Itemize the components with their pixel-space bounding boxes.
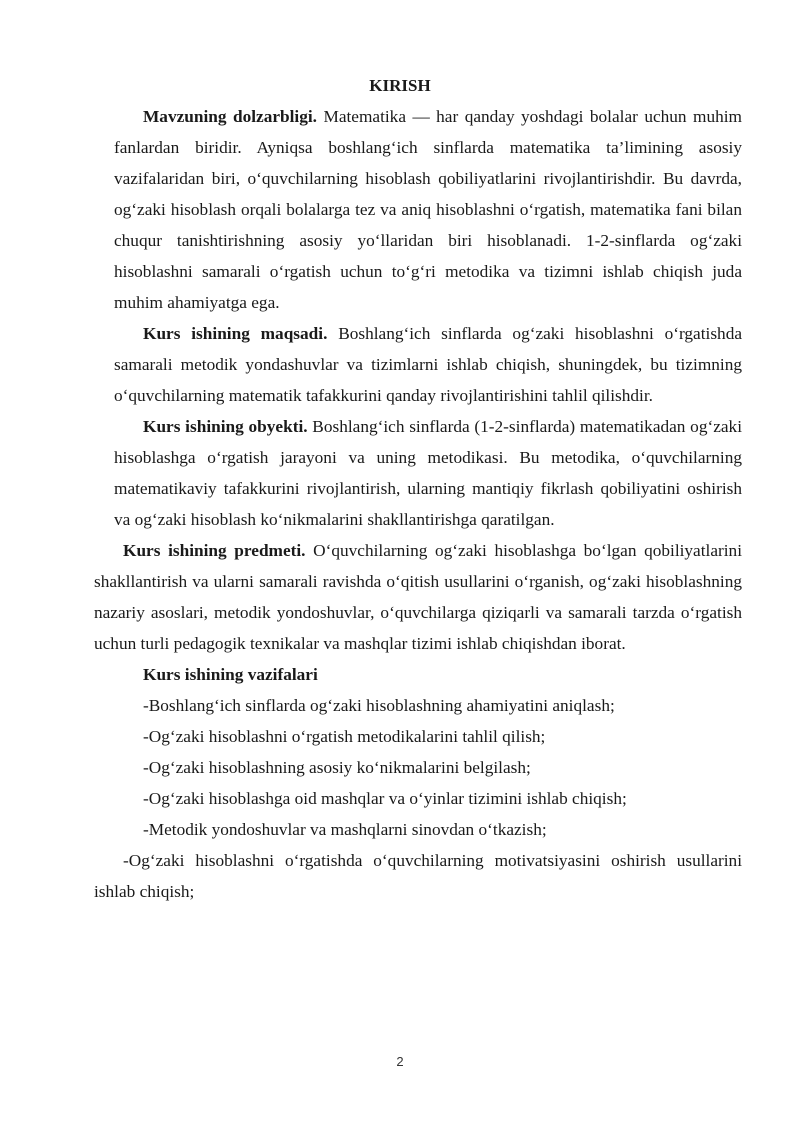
paragraph-label: Kurs ishining maqsadi. bbox=[143, 324, 328, 343]
paragraph-object bbox=[114, 411, 742, 535]
paragraph-text: O‘quvchilarning og‘zaki hisoblashga bo‘lgan qobiliyatlarini shakllantirish va ularni samarali ravishda o‘qitish usullarini o‘rganish, og‘zaki hisoblashning nazariy asoslari, metodik yondoshuvlar, o‘quvchilarga qiziqarli va samarali tarzda o‘rgatish uchun turli pedagogik texnikalar va mashqlar tizimi ishlab chiqishdan iborat. bbox=[94, 541, 742, 653]
task-item: -Og‘zaki hisoblashni o‘rgatish metodikalarini tahlil qilish; bbox=[143, 727, 546, 746]
page-number: 2 bbox=[396, 1054, 404, 1069]
paragraph-label: Kurs ishining predmeti. bbox=[123, 541, 306, 560]
tasks-heading: Kurs ishining vazifalari bbox=[143, 665, 318, 684]
paragraph-relevance bbox=[114, 101, 742, 318]
task-item: -Og‘zaki hisoblashning asosiy ko‘nikmalarini belgilash; bbox=[143, 758, 531, 777]
paragraph-text: Boshlang‘ich sinflarda (1-2-sinflarda) matematikadan og‘zaki hisoblashga o‘rgatish jarayoni va uning metodikasi. Bu metodika, o‘quvchilarning matematikaviy tafakkurini rivojlantirish, ularning mantiqiy fikrlash qobiliyatini oshirish va og‘zaki hisoblash ko‘nikmalarini shakllantirishga qaratilgan. bbox=[114, 417, 742, 529]
task-item: -Boshlang‘ich sinflarda og‘zaki hisoblashning ahamiyatini aniqlash; bbox=[143, 696, 615, 715]
task-item: -Og‘zaki hisoblashga oid mashqlar va o‘yinlar tizimini ishlab chiqish; bbox=[143, 789, 627, 808]
document-body bbox=[94, 101, 743, 907]
paragraph-label: Mavzuning dolzarbligi. bbox=[143, 107, 317, 126]
task-item: -Og‘zaki hisoblashni o‘rgatishda o‘quvchilarning motivatsiyasini oshirish usullarini ishlab chiqish; bbox=[94, 851, 742, 901]
paragraph-text: Matematika — har qanday yoshdagi bolalar uchun muhim fanlardan biridir. Ayniqsa boshlang‘ich sinflarda matematika ta’limining asosiy vazifalaridan biri, o‘quvchilarning hisoblash qobiliyatlarini rivojlantirishdir. Bu davrda, og‘zaki hisoblash orqali bolalarga tez va aniq hisoblashni o‘rgatish, matematika fani bilan chuqur tanishtirishning asosiy yo‘llaridan biri hisoblanadi. 1-2-sinflarda og‘zaki hisoblashni samarali o‘rgatish uchun to‘g‘ri metodika va tizimni ishlab chiqish juda muhim ahamiyatga ega. bbox=[114, 107, 742, 312]
task-item: -Metodik yondoshuvlar va mashqlarni sinovdan o‘tkazish; bbox=[143, 820, 547, 839]
paragraph-text: Boshlang‘ich sinflarda og‘zaki hisoblashni o‘rgatishda samarali metodik yondashuvlar va tizimlarni ishlab chiqish, shuningdek, bu tizimning o‘quvchilarning matematik tafakkurini qanday rivojlantirishini tahlil qilishdir. bbox=[114, 324, 743, 405]
paragraph-subject bbox=[94, 535, 742, 659]
paragraph-goal bbox=[114, 318, 742, 411]
section-title: KIRISH bbox=[369, 76, 431, 95]
paragraph-label: Kurs ishining obyekti. bbox=[143, 417, 308, 436]
